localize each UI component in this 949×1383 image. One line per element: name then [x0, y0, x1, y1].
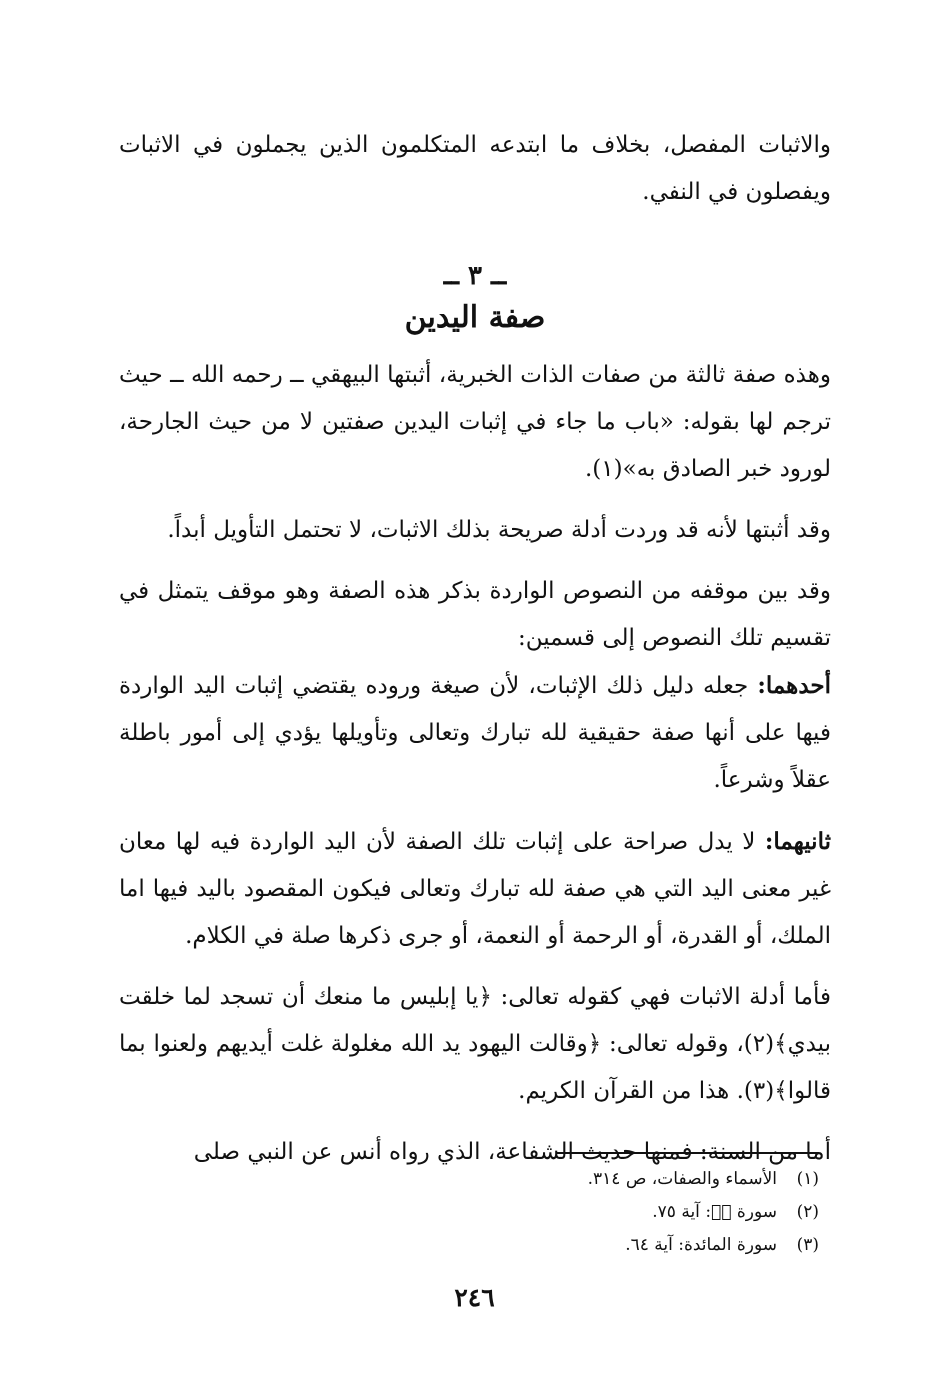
footnotes	[319, 1163, 819, 1262]
paragraph-1: وهذه صفة ثالثة من صفات الذات الخبرية، أثبتها البيهقي ــ رحمه الله ــ حيث ترجم لها بقوله: «باب ما جاء في إثبات اليدين صفتين لا من حيث الجارحة، لورود خبر الصادق به»(١).	[119, 362, 831, 482]
footnote-text: سورة صۤ: آية ٧٥.	[652, 1202, 777, 1222]
paragraph-3: وقد بين موقفه من النصوص الواردة بذكر هذه الصفة وهو موقف يتمثل في تقسيم تلك النصوص إلى قسمين:	[119, 578, 831, 651]
paragraph-5	[119, 818, 831, 960]
footnote-number: (٢)	[796, 1202, 819, 1222]
paragraph-5-text: لا يدل صراحة على إثبات تلك الصفة لأن اليد الواردة فيه لها معان غير معنى اليد التي هي صفة لله تبارك وتعالى فيكون المقصود باليد فيها اما الملك، أو القدرة، أو الرحمة أو النعمة، أو جرى ذكرها صلة في الكلام.	[119, 829, 831, 949]
paragraph-6: فأما أدلة الاثبات فهي كقوله تعالى: ﴿يا إبليس ما منعك أن تسجد لما خلقت بيدي﴾(٢)، وقوله تعالى: ﴿وقالت اليهود يد الله مغلولة غلت أيديهم ولعنوا بما قالوا﴾(٣). هذا من القرآن الكريم.	[119, 984, 831, 1104]
paragraph-4	[119, 662, 831, 804]
paragraph-5-lead: ثانيهما:	[764, 828, 831, 855]
footnote-divider	[557, 1152, 819, 1154]
footnote-1	[319, 1163, 819, 1196]
section-title: صفة اليدين	[404, 300, 546, 335]
footnote-3	[319, 1229, 819, 1262]
paragraph-2: وقد أثبتها لأنه قد وردت أدلة صريحة بذلك الاثبات، لا تحتمل التأويل أبداً.	[167, 517, 831, 543]
footnote-number: (٣)	[796, 1235, 819, 1255]
intro-paragraph: والاثبات المفصل، بخلاف ما ابتدعه المتكلمون الذين يجملون في الاثبات ويفصلون في النفي.	[119, 132, 831, 205]
section-number: ــ ٣ ــ	[443, 261, 507, 291]
footnote-text: سورة المائدة: آية ٦٤.	[625, 1235, 777, 1255]
footnote-number: (١)	[796, 1169, 819, 1189]
paragraph-7: أما من السنة: فمنها حديث الشفاعة، الذي رواه أنس عن النبي صلى	[193, 1139, 831, 1165]
page-number: ٢٤٦	[454, 1283, 495, 1312]
footnote-2	[319, 1196, 819, 1229]
footnote-text: الأسماء والصفات، ص ٣١٤.	[587, 1169, 777, 1189]
main-text	[119, 122, 831, 1176]
paragraph-4-text: جعله دليل ذلك الإثبات، لأن صيغة وروده يقتضي إثبات اليد الواردة فيها على أنها صفة حقيقية لله تبارك وتعالى وتأويلها يؤدي إلى أمور باطلة عقلاً وشرعاً.	[119, 673, 831, 793]
paragraph-4-lead: أحدهما:	[757, 672, 831, 699]
